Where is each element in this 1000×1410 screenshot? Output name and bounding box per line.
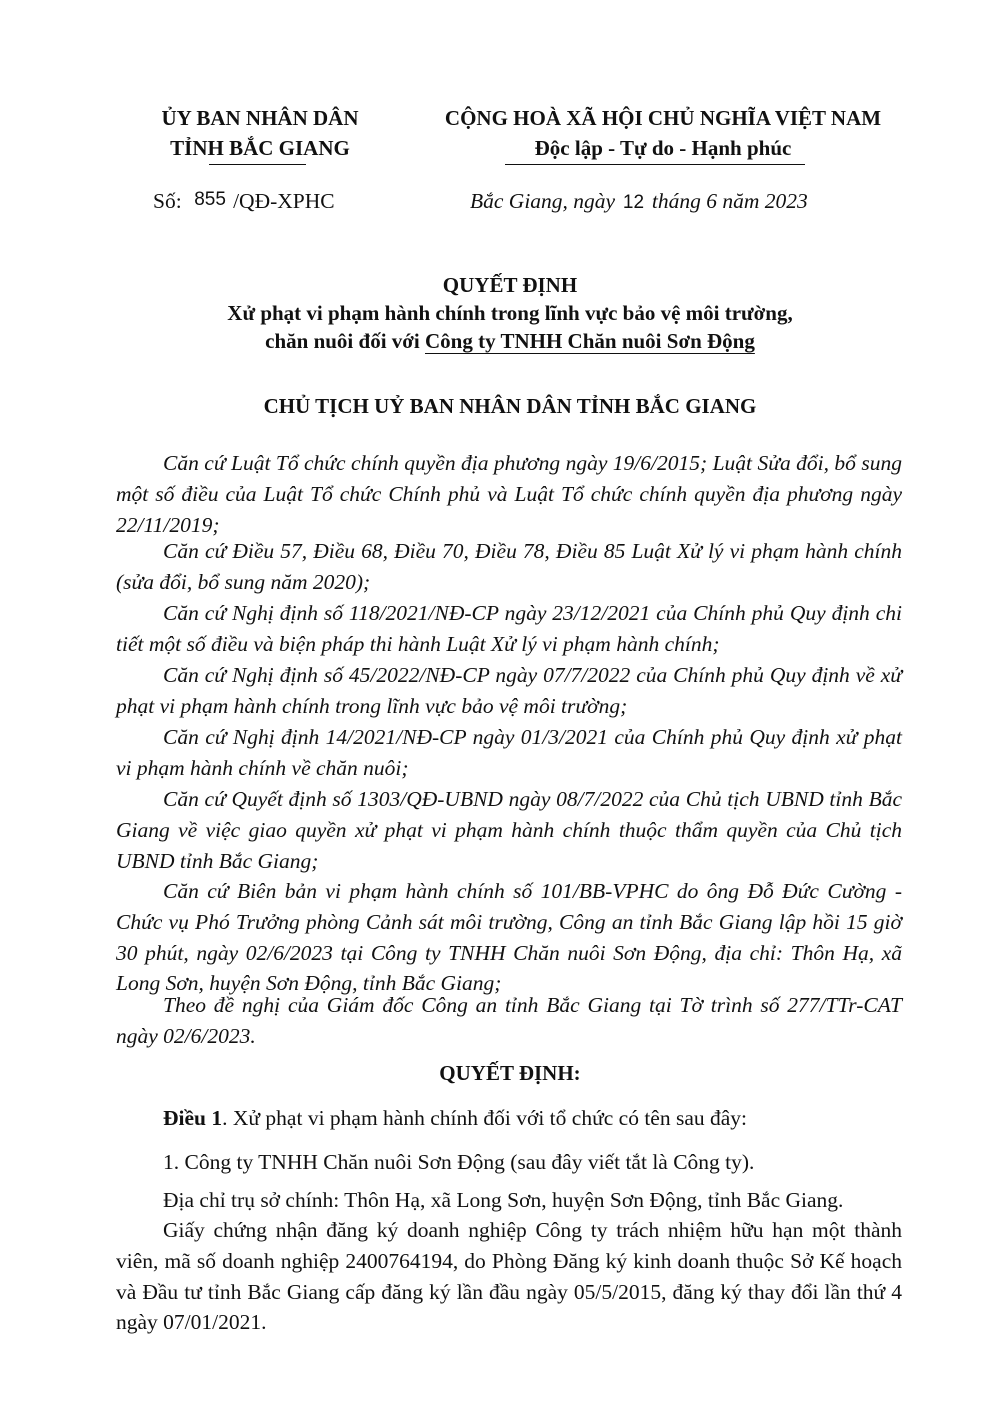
agency-underline <box>209 164 306 165</box>
body-paragraph: Giấy chứng nhận đăng ký doanh nghiệp Công ty trách nhiệm hữu hạn một thành viên, mã số doanh nghiệp 2400764194, do Phòng Đăng ký kinh doanh thuộc Sở Kế hoạch và Đầu tư tỉnh Bắc Giang cấp đăng ký lần đầu ngày 05/5/2015, đăng ký thay đổi lần thứ 4 ngày 07/01/2021. <box>116 1218 902 1335</box>
issuing-authority: CHỦ TỊCH UỶ BAN NHÂN DÂN TỈNH BẮC GIANG <box>263 394 757 418</box>
number-prefix: Số: <box>153 189 182 213</box>
document-subject-line-2 <box>100 326 920 356</box>
preamble-item: Căn cứ Nghị định 14/2021/NĐ-CP ngày 01/3/2021 của Chính phủ Quy định xử phạt vi phạm hành chính về chăn nuôi; <box>116 725 902 780</box>
national-motto <box>418 103 908 163</box>
issue-date <box>470 186 808 218</box>
motto-underline <box>505 164 805 165</box>
preamble-item: Căn cứ Điều 57, Điều 68, Điều 70, Điều 78, Điều 85 Luật Xử lý vi phạm hành chính (sửa đổi, bổ sung năm 2020); <box>116 539 902 594</box>
decision-heading: QUYẾT ĐỊNH: <box>439 1061 581 1085</box>
body-paragraph: 1. Công ty TNHH Chăn nuôi Sơn Động (sau đây viết tắt là Công ty). <box>163 1150 755 1174</box>
article-1-text: . Xử phạt vi phạm hành chính đối với tổ chức có tên sau đây: <box>222 1106 748 1130</box>
issuing-agency <box>140 103 380 163</box>
article-1-label: Điều 1 <box>163 1106 223 1130</box>
preamble-item: Căn cứ Quyết định số 1303/QĐ-UBND ngày 08/7/2022 của Chủ tịch UBND tỉnh Bắc Giang về việc giao quyền xử phạt vi phạm hành chính thuộc thẩm quyền của Chủ tịch UBND tỉnh Bắc Giang; <box>116 787 902 873</box>
agency-line-2: TỈNH BẮC GIANG <box>170 136 350 160</box>
preamble-item: Căn cứ Nghị định số 118/2021/NĐ-CP ngày 23/12/2021 của Chính phủ Quy định chi tiết một số điều và biện pháp thi hành Luật Xử lý vi phạm hành chính; <box>116 601 902 656</box>
article-1 <box>116 1103 902 1134</box>
motto: Độc lập - Tự do - Hạnh phúc <box>534 136 792 160</box>
date-suffix: tháng 6 năm 2023 <box>651 189 808 213</box>
agency-line-1: ỦY BAN NHÂN DÂN <box>161 106 359 130</box>
number-value: 855 <box>194 189 226 210</box>
subject-company: Công ty TNHH Chăn nuôi Sơn Động <box>425 329 755 353</box>
preamble-item: Căn cứ Luật Tổ chức chính quyền địa phương ngày 19/6/2015; Luật Sửa đổi, bổ sung một số điều của Luật Tổ chức Chính phủ và Luật Tổ chức chính quyền địa phương ngày 22/11/2019; <box>116 451 902 537</box>
subject-prefix: chăn nuôi đối với <box>265 329 425 353</box>
document-title: QUYẾT ĐỊNH <box>442 273 578 297</box>
preamble-item: Theo đề nghị của Giám đốc Công an tỉnh Bắc Giang tại Tờ trình số 277/TTr-CAT ngày 02/6/2023. <box>116 993 902 1048</box>
date-day: 12 <box>622 192 645 213</box>
body-paragraph: Địa chỉ trụ sở chính: Thôn Hạ, xã Long Sơn, huyện Sơn Động, tỉnh Bắc Giang. <box>163 1188 844 1212</box>
document-subject-line-1: Xử phạt vi phạm hành chính trong lĩnh vực bảo vệ môi trường, <box>227 301 793 325</box>
document-number <box>153 186 335 218</box>
country-name: CỘNG HOÀ XÃ HỘI CHỦ NGHĨA VIỆT NAM <box>444 106 882 130</box>
preamble-item: Căn cứ Biên bản vi phạm hành chính số 101/BB-VPHC do ông Đỗ Đức Cường - Chức vụ Phó Trưởng phòng Cảnh sát môi trường, Công an tỉnh Bắc Giang lập hồi 15 giờ 30 phút, ngày 02/6/2023 tại Công ty TNHH Chăn nuôi Sơn Động, địa chỉ: Thôn Hạ, xã Long Sơn, huyện Sơn Động, tỉnh Bắc Giang; <box>116 879 902 996</box>
date-prefix: Bắc Giang, ngày <box>470 189 616 213</box>
number-suffix: /QĐ-XPHC <box>233 189 335 213</box>
preamble-item: Căn cứ Nghị định số 45/2022/NĐ-CP ngày 07/7/2022 của Chính phủ Quy định về xử phạt vi phạm hành chính trong lĩnh vực bảo vệ môi trường; <box>116 663 902 718</box>
